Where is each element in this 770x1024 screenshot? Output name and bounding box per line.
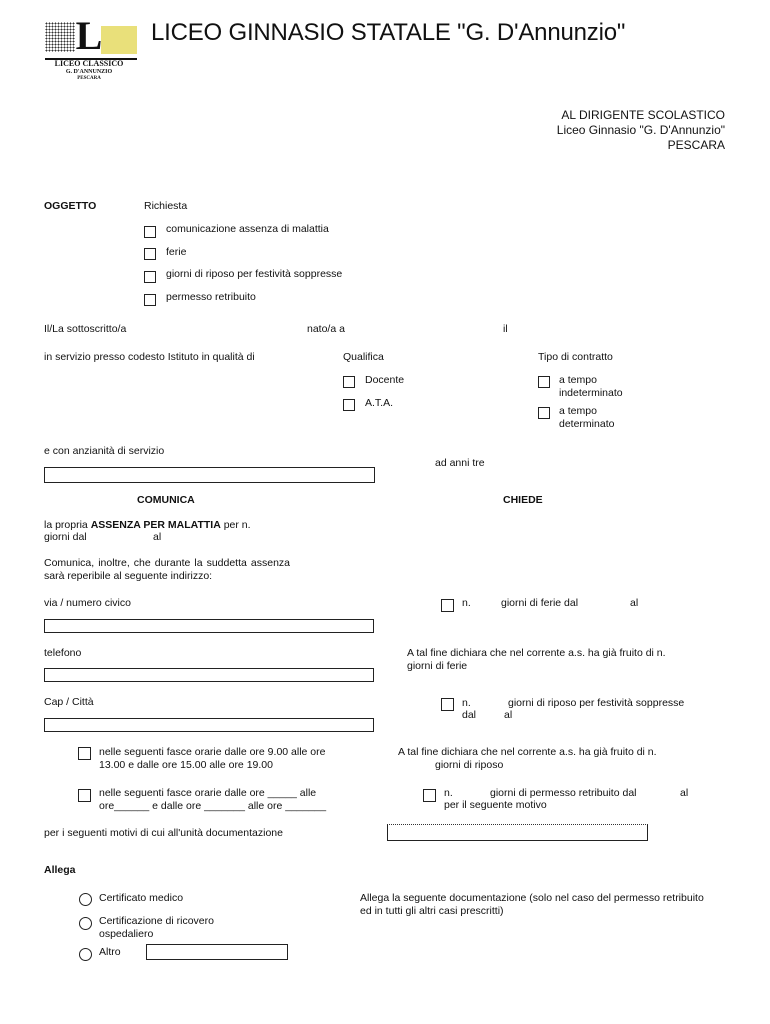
checkbox-ata[interactable] xyxy=(343,399,355,411)
checkbox-riposo[interactable] xyxy=(144,271,156,283)
addressee-line1: AL DIRIGENTE SCOLASTICO xyxy=(561,108,725,122)
tipo-indeterminato-line2: indeterminato xyxy=(559,386,623,399)
page-title: LICEO GINNASIO STATALE "G. D'Annunzio" xyxy=(151,19,626,46)
assenza-bold: ASSENZA PER MALATTIA xyxy=(90,519,221,531)
option-malattia: comunicazione assenza di malattia xyxy=(166,223,329,235)
dichiara-ferie xyxy=(407,647,666,672)
motivo-field[interactable] xyxy=(387,824,648,841)
tipo-indeterminato-line1: a tempo xyxy=(559,374,597,386)
fasce-custom-line2: ore______ e dalle ore _______ alle ore _______ xyxy=(99,799,327,812)
allega-altro: Altro xyxy=(99,946,121,958)
ferie-al-label: al xyxy=(630,597,639,609)
radio-certificato-medico[interactable] xyxy=(79,893,92,906)
school-logo xyxy=(41,14,137,84)
riposo-text: giorni di riposo per festività soppresse xyxy=(508,697,685,709)
nato-label: nato/a a xyxy=(307,323,345,335)
dichiara-riposo-line2: giorni di riposo xyxy=(435,758,504,771)
checkbox-chiede-ferie[interactable] xyxy=(441,599,454,612)
via-field[interactable] xyxy=(44,619,374,633)
tipo-determinato-line1: a tempo xyxy=(559,405,597,417)
option-permesso: permesso retribuito xyxy=(166,291,256,303)
ferie-n-label: n. xyxy=(462,597,471,609)
altro-field[interactable] xyxy=(146,944,288,960)
assenza-text xyxy=(44,519,251,532)
cap-label: Cap / Città xyxy=(44,696,94,708)
allega-heading: Allega xyxy=(44,864,76,876)
riposo-dal-label: dal xyxy=(462,709,477,721)
allega-certificato-medico: Certificato medico xyxy=(99,892,184,904)
checkbox-indeterminato[interactable] xyxy=(538,376,550,388)
allega-note-line1: Allega la seguente documentazione (solo nel caso del permesso retribuito xyxy=(360,892,704,904)
ferie-text: giorni di ferie dal xyxy=(501,597,579,609)
riposo-n-label: n. xyxy=(462,697,471,709)
checkbox-docente[interactable] xyxy=(343,376,355,388)
addressee-line2: Liceo Ginnasio "G. D'Annunzio" xyxy=(556,123,725,137)
tipo-determinato-line2: determinato xyxy=(559,417,615,430)
logo-line2: G. D'ANNUNZIO xyxy=(65,69,113,75)
qualifica-label: Qualifica xyxy=(343,351,384,363)
logo-yellow-block xyxy=(101,26,137,54)
servizio-label: in servizio presso codesto Istituto in qualità di xyxy=(44,351,255,363)
al-label: al xyxy=(153,531,162,543)
permesso-text: giorni di permesso retribuito dal xyxy=(490,787,637,799)
dichiara-ferie-line2: giorni di ferie xyxy=(407,659,468,672)
qualifica-docente: Docente xyxy=(365,374,405,386)
checkbox-malattia[interactable] xyxy=(144,226,156,238)
via-label: via / numero civico xyxy=(44,597,131,609)
giorni-dal-label: giorni dal xyxy=(44,531,87,543)
allega-note xyxy=(360,892,704,917)
assenza-pre: la propria xyxy=(44,519,91,531)
checkbox-chiede-riposo[interactable] xyxy=(441,698,454,711)
option-riposo: giorni di riposo per festività soppresse xyxy=(166,268,343,280)
tipo-indeterminato xyxy=(559,374,623,399)
telefono-field[interactable] xyxy=(44,668,374,682)
cap-field[interactable] xyxy=(44,718,374,732)
tipo-determinato xyxy=(559,405,614,430)
logo-dotted-block xyxy=(45,22,75,52)
fasce-custom-text xyxy=(99,787,326,812)
logo-letter: L xyxy=(75,13,103,58)
fasce-custom-line1: nelle seguenti fasce orarie dalle ore _____ alle xyxy=(99,787,317,799)
allega-note-line2: ed in tutti gli altri casi prescritti) xyxy=(360,904,504,917)
option-ferie: ferie xyxy=(166,246,187,258)
comunica-heading: COMUNICA xyxy=(137,494,195,506)
qualifica-ata: A.T.A. xyxy=(365,397,394,409)
logo-line1: LICEO CLASSICO xyxy=(54,59,124,68)
anzianita-field[interactable] xyxy=(44,467,375,483)
checkbox-ferie[interactable] xyxy=(144,248,156,260)
addressee-line3: PESCARA xyxy=(667,138,725,152)
oggetto-label: OGGETTO xyxy=(44,200,97,212)
logo-line3: PESCARA xyxy=(77,76,101,81)
assenza-post: per n. xyxy=(220,519,251,531)
checkbox-determinato[interactable] xyxy=(538,407,550,419)
checkbox-fasce-custom[interactable] xyxy=(78,789,91,802)
permesso-motivo-label: per il seguente motivo xyxy=(444,799,547,811)
richiesta-label: Richiesta xyxy=(144,200,188,212)
dichiara-riposo xyxy=(398,746,657,771)
motivi-label: per i seguenti motivi di cui all'unità documentazione xyxy=(44,827,283,839)
reperibile-text: Comunica, inoltre, che durante la suddetta assenza sarà reperibile al seguente indirizzo: xyxy=(44,557,290,582)
checkbox-chiede-permesso[interactable] xyxy=(423,789,436,802)
chiede-heading: CHIEDE xyxy=(503,494,543,506)
riposo-al-label: al xyxy=(504,709,513,721)
permesso-al-label: al xyxy=(680,787,689,799)
anzianita-label: e con anzianità di servizio xyxy=(44,445,165,457)
allega-ricovero: Certificazione di ricovero ospedaliero xyxy=(99,915,214,940)
dichiara-ferie-line1: A tal fine dichiara che nel corrente a.s. ha già fruito di n. xyxy=(407,647,666,659)
fasce-standard-text: nelle seguenti fasce orarie dalle ore 9.00 alle ore 13.00 e dalle ore 15.00 alle ore 19.00 xyxy=(99,746,326,771)
il-label: il xyxy=(503,323,508,335)
radio-altro[interactable] xyxy=(79,948,92,961)
sottoscritto-label: Il/La sottoscritto/a xyxy=(44,323,127,335)
addressee-block xyxy=(557,108,725,153)
radio-ricovero[interactable] xyxy=(79,917,92,930)
dichiara-riposo-line1: A tal fine dichiara che nel corrente a.s. ha già fruito di n. xyxy=(398,746,657,758)
telefono-label: telefono xyxy=(44,647,82,659)
anni-label: ad anni tre xyxy=(435,457,485,469)
permesso-n-label: n. xyxy=(444,787,453,799)
checkbox-fasce-standard[interactable] xyxy=(78,747,91,760)
tipo-contratto-label: Tipo di contratto xyxy=(538,351,613,363)
checkbox-permesso[interactable] xyxy=(144,294,156,306)
